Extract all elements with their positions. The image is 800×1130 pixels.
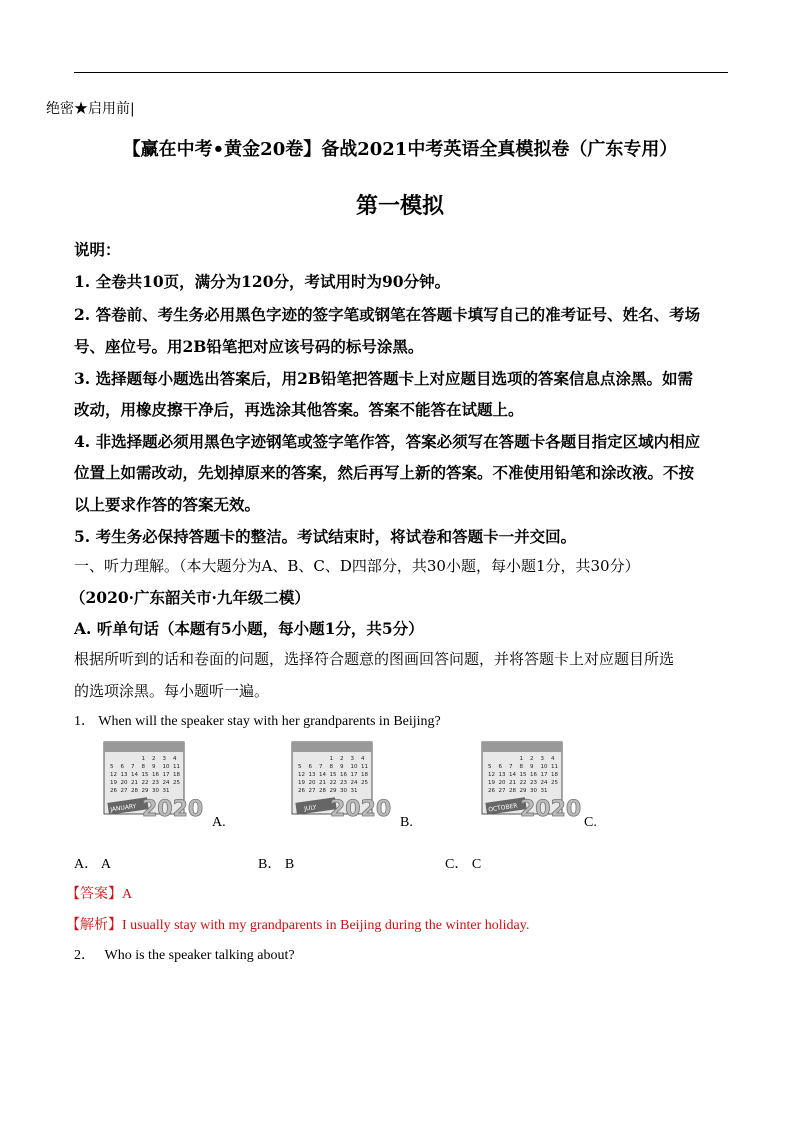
calendar-day: 15 bbox=[519, 772, 527, 778]
calendar-day: 22 bbox=[519, 780, 527, 786]
instruction-line: 1. 全卷共10页，满分为120分，考试用时为90分钟。 bbox=[74, 272, 451, 291]
calendar-day: 3 bbox=[540, 756, 544, 762]
instruction-line: 3. 选择题每小题选出答案后，用2B铅笔把答题卡上对应题目选项的答案信息点涂黑。如需 bbox=[74, 369, 693, 388]
calendar-day: 9 bbox=[340, 764, 344, 770]
calendar-month: JANUARY bbox=[109, 802, 137, 814]
directions-line: 的选项涂黑。每小题听一遍。 bbox=[74, 682, 270, 700]
answer-label: 【答案】 bbox=[66, 886, 122, 902]
calendar-icon bbox=[102, 740, 207, 822]
calendar-day: 21 bbox=[131, 780, 138, 786]
calendar-day: 6 bbox=[308, 764, 312, 770]
section-heading: 一、听力理解。（本大题分为A、B、C、D四部分，共30小题，每小题1分，共30分） bbox=[74, 557, 640, 575]
question-1 bbox=[74, 710, 441, 730]
option-key: C． bbox=[445, 857, 469, 872]
calendar-day: 1 bbox=[329, 756, 333, 762]
calendar-day: 15 bbox=[329, 772, 337, 778]
section-source: （2020·广东韶关市·九年级二模） bbox=[70, 588, 310, 607]
calendar-day: 25 bbox=[551, 780, 558, 786]
calendar-day: 12 bbox=[298, 772, 305, 778]
calendar-day: 2 bbox=[530, 756, 534, 762]
calendar-day: 7 bbox=[131, 764, 135, 770]
calendar-day: 13 bbox=[120, 772, 128, 778]
calendar-day: 12 bbox=[488, 772, 495, 778]
calendar-day: 28 bbox=[131, 788, 138, 794]
calendar-day: 31 bbox=[540, 788, 548, 794]
calendar-day: 19 bbox=[488, 780, 495, 786]
calendar-day: 11 bbox=[173, 764, 180, 770]
image-label: B. bbox=[400, 815, 413, 830]
calendar-day: 29 bbox=[329, 788, 337, 794]
calendar-day: 17 bbox=[350, 772, 358, 778]
analysis-text: I usually stay with my grandparents in Beijing during the winter holiday. bbox=[122, 918, 530, 933]
part-a-heading: A. 听单句话（本题有5小题，每小题1分，共5分） bbox=[74, 619, 424, 638]
calendar-day: 29 bbox=[141, 788, 149, 794]
calendar-day: 10 bbox=[540, 764, 548, 770]
calendar-year: 2020 bbox=[142, 797, 204, 822]
answer-line bbox=[66, 883, 132, 903]
calendar-day: 25 bbox=[173, 780, 180, 786]
calendar-day: 26 bbox=[488, 788, 495, 794]
calendar-day: 22 bbox=[141, 780, 149, 786]
analysis-line bbox=[66, 914, 529, 934]
calendar-day: 27 bbox=[498, 788, 506, 794]
calendar-day: 27 bbox=[120, 788, 128, 794]
image-label: C. bbox=[584, 815, 597, 830]
calendar-day: 19 bbox=[298, 780, 305, 786]
calendar-day: 24 bbox=[350, 780, 358, 786]
calendar-day: 8 bbox=[329, 764, 333, 770]
instruction-line: 位置上如需改动，先划掉原来的答案，然后再写上新的答案。不准使用铅笔和涂改液。不按 bbox=[74, 463, 695, 482]
calendar-day: 20 bbox=[308, 780, 316, 786]
calendar-day: 28 bbox=[509, 788, 516, 794]
calendar-day: 27 bbox=[308, 788, 316, 794]
top-rule bbox=[74, 72, 728, 73]
calendar-day: 26 bbox=[110, 788, 117, 794]
instruction-line: 号、座位号。用2B铅笔把对应该号码的标号涂黑。 bbox=[74, 337, 424, 356]
calendar-day: 22 bbox=[329, 780, 337, 786]
instruction-line: 2. 答卷前、考生务必用黑色字迹的签字笔或钢笔在答题卡填写自己的准考证号、姓名、考场 bbox=[74, 305, 701, 324]
calendar-day: 5 bbox=[110, 764, 114, 770]
calendar-day: 29 bbox=[519, 788, 527, 794]
calendar-day: 16 bbox=[530, 772, 537, 778]
option-value: B bbox=[284, 857, 295, 872]
calendar-day: 3 bbox=[350, 756, 354, 762]
calendar-day: 28 bbox=[319, 788, 326, 794]
calendar-day: 14 bbox=[509, 772, 516, 778]
calendar-day: 14 bbox=[319, 772, 326, 778]
calendar-day: 2 bbox=[152, 756, 156, 762]
calendar-day: 1 bbox=[519, 756, 523, 762]
calendar-day: 24 bbox=[540, 780, 548, 786]
calendar-day: 10 bbox=[350, 764, 358, 770]
instruction-line: 以上要求作答的答案无效。 bbox=[74, 495, 261, 514]
calendar-day: 21 bbox=[509, 780, 516, 786]
instruction-line: 4. 非选择题必须用黑色字迹钢笔或签字笔作答，答案必须写在答题卡各题目指定区域内相应 bbox=[74, 432, 701, 451]
calendar-day: 2 bbox=[340, 756, 344, 762]
calendar-day: 10 bbox=[162, 764, 170, 770]
calendar-month: OCTOBER bbox=[487, 802, 518, 814]
calendar-day: 4 bbox=[361, 756, 365, 762]
calendar-day: 23 bbox=[530, 780, 537, 786]
calendar-day: 12 bbox=[110, 772, 117, 778]
calendar-day: 20 bbox=[498, 780, 506, 786]
calendar-image-c bbox=[480, 740, 585, 822]
calendar-day: 18 bbox=[551, 772, 558, 778]
calendar-day: 4 bbox=[173, 756, 177, 762]
calendar-day: 15 bbox=[141, 772, 149, 778]
calendar-day: 9 bbox=[530, 764, 534, 770]
calendar-day: 7 bbox=[509, 764, 513, 770]
calendar-day: 11 bbox=[551, 764, 558, 770]
calendar-image-b bbox=[290, 740, 395, 822]
calendar-day: 8 bbox=[519, 764, 523, 770]
calendar-day: 30 bbox=[530, 788, 537, 794]
question-number: 2． bbox=[74, 948, 95, 963]
calendar-day: 16 bbox=[340, 772, 347, 778]
calendar-day: 14 bbox=[131, 772, 138, 778]
calendar-day: 5 bbox=[298, 764, 302, 770]
calendar-day: 5 bbox=[488, 764, 492, 770]
calendar-day: 9 bbox=[152, 764, 156, 770]
calendar-day: 24 bbox=[162, 780, 170, 786]
calendar-day: 17 bbox=[540, 772, 548, 778]
calendar-day: 6 bbox=[120, 764, 124, 770]
calendar-day: 6 bbox=[498, 764, 502, 770]
calendar-day: 31 bbox=[350, 788, 358, 794]
calendar-month: JULY bbox=[303, 803, 318, 813]
page-subtitle: 第一模拟 bbox=[355, 193, 444, 219]
calendar-day: 13 bbox=[498, 772, 506, 778]
image-label: A. bbox=[212, 815, 226, 830]
calendar-image-a bbox=[102, 740, 207, 822]
calendar-day: 3 bbox=[162, 756, 166, 762]
question-text: Who is the speaker talking about? bbox=[104, 948, 295, 963]
instruction-line: 改动，用橡皮擦干净后，再选涂其他答案。答案不能答在试题上。 bbox=[74, 400, 524, 419]
calendar-day: 25 bbox=[361, 780, 368, 786]
question-2 bbox=[74, 944, 295, 964]
calendar-year: 2020 bbox=[330, 797, 392, 822]
calendar-day: 11 bbox=[361, 764, 368, 770]
calendar-day: 18 bbox=[173, 772, 180, 778]
calendar-day: 16 bbox=[152, 772, 159, 778]
option-c[interactable] bbox=[445, 853, 481, 873]
option-key: A． bbox=[74, 857, 99, 872]
directions-line: 根据所听到的话和卷面的问题，选择符合题意的图画回答问题，并将答题卡上对应题目所选 bbox=[74, 650, 675, 668]
option-a[interactable] bbox=[74, 853, 111, 873]
calendar-day: 19 bbox=[110, 780, 117, 786]
calendar-day: 30 bbox=[340, 788, 347, 794]
secret-label: 绝密★启用前| bbox=[46, 101, 135, 117]
calendar-day: 1 bbox=[141, 756, 145, 762]
question-number: 1． bbox=[74, 714, 95, 729]
option-key: B． bbox=[258, 857, 282, 872]
calendar-day: 4 bbox=[551, 756, 555, 762]
calendar-day: 26 bbox=[298, 788, 305, 794]
calendar-day: 13 bbox=[308, 772, 316, 778]
calendar-day: 23 bbox=[152, 780, 159, 786]
question-text: When will the speaker stay with her grandparents in Beijing? bbox=[98, 714, 441, 729]
calendar-day: 21 bbox=[319, 780, 326, 786]
calendar-year: 2020 bbox=[520, 797, 582, 822]
answer-value: A bbox=[122, 887, 133, 902]
calendar-icon bbox=[480, 740, 585, 822]
calendar-day: 30 bbox=[152, 788, 159, 794]
calendar-day: 18 bbox=[361, 772, 368, 778]
instruction-line: 5. 考生务必保持答题卡的整洁。考试结束时，将试卷和答题卡一并交回。 bbox=[74, 527, 577, 546]
option-value: A bbox=[100, 857, 111, 872]
page-title: 【赢在中考•黄金20卷】备战2021中考英语全真模拟卷（广东专用） bbox=[122, 139, 678, 160]
option-value: C bbox=[471, 857, 482, 872]
option-b[interactable] bbox=[258, 853, 294, 873]
calendar-day: 31 bbox=[162, 788, 170, 794]
analysis-label: 【解析】 bbox=[66, 917, 122, 933]
calendar-day: 8 bbox=[141, 764, 145, 770]
instructions-heading: 说明： bbox=[74, 240, 121, 259]
calendar-day: 20 bbox=[120, 780, 128, 786]
calendar-day: 23 bbox=[340, 780, 347, 786]
calendar-day: 7 bbox=[319, 764, 323, 770]
calendar-day: 17 bbox=[162, 772, 170, 778]
calendar-icon bbox=[290, 740, 395, 822]
